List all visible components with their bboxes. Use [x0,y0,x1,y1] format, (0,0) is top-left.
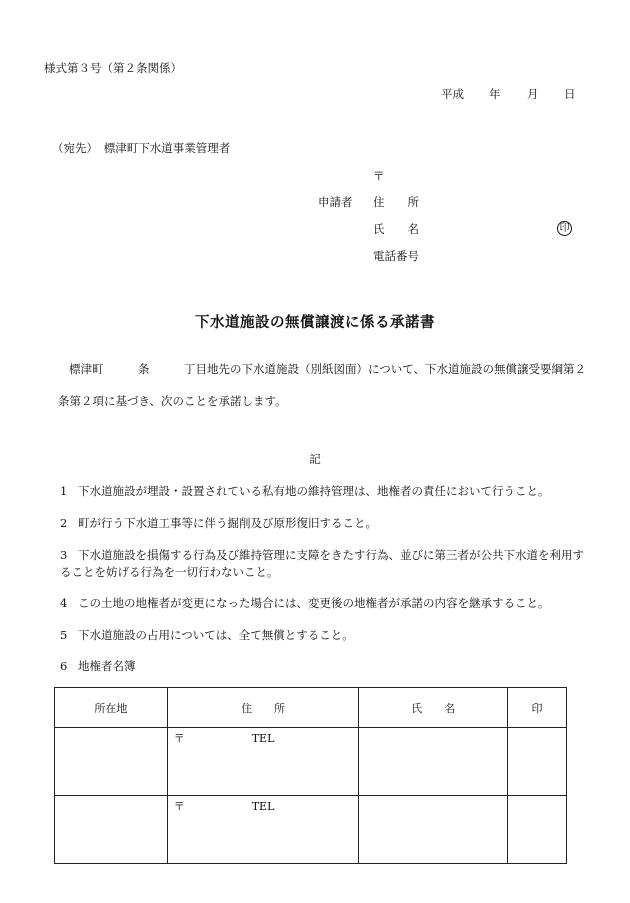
form-number: 様式第３号（第２条関係） [44,61,182,75]
list-item [60,483,580,500]
date-era: 平成 [441,87,464,101]
list-item [60,515,580,532]
seal-cell[interactable] [508,728,567,796]
item-number: 6 [60,659,68,673]
tel-label: TEL [251,732,275,745]
seal-cell[interactable] [508,796,567,864]
header-seal: 印 [508,688,567,728]
phone-label: 電話番号 [373,249,419,263]
name-label: 氏 名 [373,222,419,236]
postal-mark: 〒 [173,800,185,813]
body-paragraph: 標津町 条 丁目地先の下水道施設（別紙図面）について、下水道施設の無償譲受要綱第２条第２項に基づき、次のことを承諾します。 [58,362,587,408]
list-item [60,595,580,612]
list-item [60,658,580,675]
table-header-row [55,688,567,728]
header-address: 住 所 [167,688,359,728]
item-number: 5 [60,628,68,642]
table-row [55,728,567,796]
item-text: 下水道施設の占用については、全て無償とすること。 [78,628,354,642]
addressee: （宛先） 標津町下水道事業管理者 [52,141,231,155]
date-year-unit: 年 [489,87,501,101]
location-cell[interactable] [55,796,168,864]
address-label: 住 所 [373,195,419,209]
seal-icon: 印 [557,221,572,236]
postal-mark: 〒 [373,169,385,183]
item-number: 4 [60,596,68,610]
item-number: 1 [60,484,68,498]
name-cell[interactable] [359,728,508,796]
item-text: この土地の地権者が変更になった場合には、変更後の地権者が承諾の内容を継承すること。 [78,596,550,610]
applicant-label: 申請者 [318,195,353,209]
item-number: 3 [60,548,68,562]
postal-mark: 〒 [173,732,185,745]
table-row [55,796,567,864]
item-text: 町が行う下水道工事等に伴う掘削及び原形復旧すること。 [78,516,377,530]
item-text: 下水道施設を損傷する行為及び維持管理に支障をきたす行為、並びに第三者が公共下水道を利用することを妨げる行為を一切行わないこと。 [60,548,584,579]
date-month-unit: 月 [527,87,539,101]
owners-table [54,687,567,864]
name-cell[interactable] [359,796,508,864]
date-day-unit: 日 [564,87,576,101]
location-cell[interactable] [55,728,168,796]
address-cell[interactable] [167,728,359,796]
document-title: 下水道施設の無償譲渡に係る承諾書 [195,314,435,331]
date-line [441,86,464,102]
address-cell[interactable] [167,796,359,864]
header-name: 氏 名 [359,688,508,728]
item-number: 2 [60,516,68,530]
item-text: 下水道施設が埋設・設置されている私有地の維持管理は、地権者の責任において行うこと。 [78,484,550,498]
header-location: 所在地 [55,688,168,728]
tel-label: TEL [251,800,275,813]
item-text: 地権者名簿 [78,659,136,673]
list-item [60,547,590,581]
list-item [60,627,580,644]
ki-heading: 記 [309,452,321,466]
